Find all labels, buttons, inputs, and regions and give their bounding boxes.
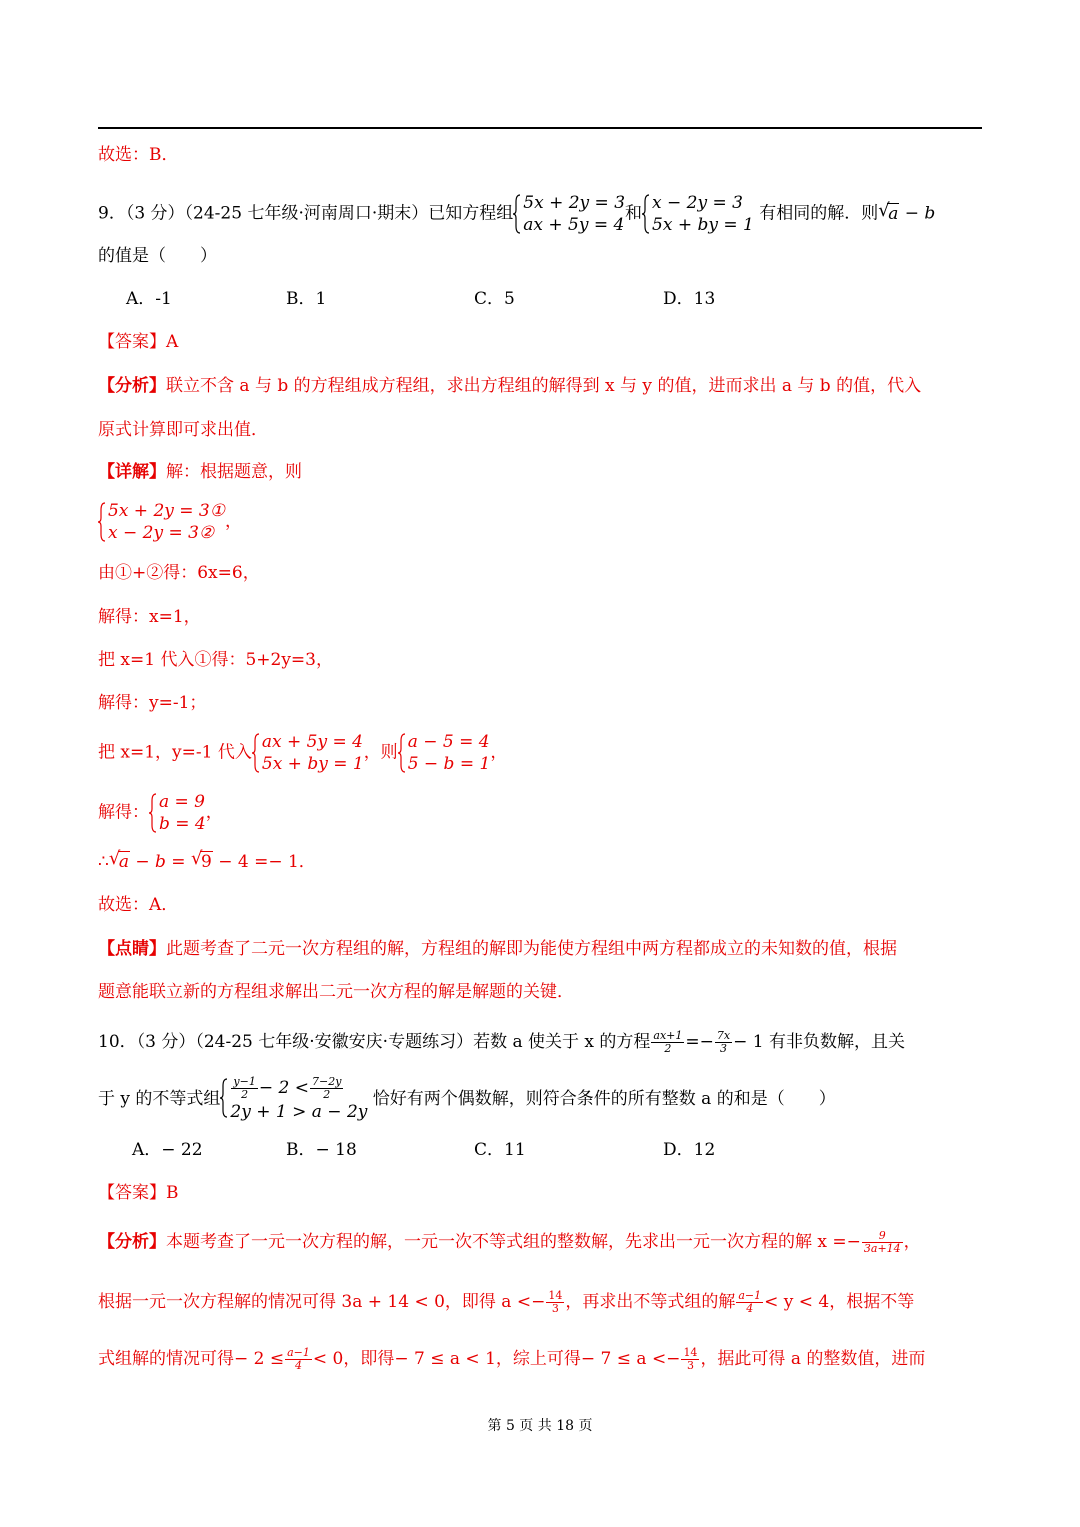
q9-step2: 解得：x=1， bbox=[98, 607, 201, 627]
q10-analysis-line1: 【分析】本题考查了一元一次方程的解，一元一次不等式组的整数解，先求出一元一次方程的解 x =− $\frac{9}{3a+14}$ ， bbox=[98, 1229, 921, 1255]
q10-stem-line1: 10．（3 分）（24-25 七年级·安徽安庆·专题练习）若数 a 使关于 x 的方程 $\frac{ax+1}{2}$ =− $\frac{7x}{3}$ − 1 有非负数解，且关 bbox=[98, 1029, 905, 1055]
q9-result: ∴ √ a − b = √ 9 − 4 =− 1． bbox=[98, 848, 316, 872]
q10-option-b: B．− 18 bbox=[286, 1140, 357, 1160]
q10-option-a: A．− 22 bbox=[132, 1140, 203, 1160]
q9-step5: 把 x=1，y=-1 代入 ax + 5y = 4 5x + by = 1 ，则 a − 5 = 4 5 − b = 1 ， bbox=[98, 732, 508, 774]
q9-option-c: C．5 bbox=[474, 289, 515, 309]
q9-prefix: 9．（3 分）（24-25 七年级·河南周口·期末）已知方程组 bbox=[98, 203, 514, 224]
q9-system-3: 5x + 2y = 3① x − 2y = 3② ， bbox=[98, 500, 242, 544]
q9-step3: 把 x=1 代入①得：5+2y=3， bbox=[98, 650, 333, 670]
q10-analysis-line3: 式组解的情况可得− 2 ≤ $\frac{a-1}{4}$ < 0，即得− 7 ≤ a < 1，综上可得− 7 ≤ a <− $\frac{14}{3}$ ，据此可得 a 的整数值，进而 bbox=[98, 1346, 926, 1372]
q9-comment-line2: 题意能联立新的方程组求解出二元一次方程的解是解题的关键． bbox=[98, 982, 574, 1002]
q9-analysis-line1: 【分析】联立不含 a 与 b 的方程组成方程组，求出方程组的解得到 x 与 y 的值，进而求出 a 与 b 的值，代入 bbox=[98, 376, 922, 396]
q9-system-1: 5x + 2y = 3 ax + 5y = 4 bbox=[513, 192, 625, 236]
q9-analysis-line2: 原式计算即可求出值． bbox=[98, 420, 268, 440]
header-rule bbox=[98, 127, 982, 129]
q9-system-2: x − 2y = 3 5x + by = 1 bbox=[642, 192, 754, 236]
q10-answer: 【答案】B bbox=[98, 1183, 179, 1203]
q9-option-a: A．-1 bbox=[126, 289, 172, 309]
q9-stem-line1: 9．（3 分）（24-25 七年级·河南周口·期末）已知方程组 5x + 2y = 3 ax + 5y = 4 和 x − 2y = 3 5x + by = 1 有相同的解．则 √ a − b bbox=[98, 193, 936, 235]
q9-detail-line: 【详解】解：根据题意，则 bbox=[98, 462, 302, 482]
q9-choice: 故选：A． bbox=[98, 895, 179, 915]
q9-comment-line1: 【点睛】此题考查了二元一次方程组的解，方程组的解即为能使方程组中两方程都成立的未知数的值，根据 bbox=[98, 939, 897, 959]
q10-option-d: D．12 bbox=[663, 1140, 716, 1160]
q9-step1: 由①+②得：6x=6， bbox=[98, 563, 260, 583]
q10-analysis-line2: 根据一元一次方程解的情况可得 3a + 14 < 0，即得 a <− $\frac{14}{3}$ ，再求出不等式组的解 $\frac{a-1}{4}$ < y < 4，根据不等 bbox=[98, 1289, 915, 1315]
sqrt-a: √ a bbox=[878, 199, 899, 224]
q9-step6: 解得： a = 9 b = 4 ， bbox=[98, 792, 223, 834]
q9-option-b: B．1 bbox=[286, 289, 327, 309]
top-choice: 故选：B． bbox=[98, 145, 179, 165]
q9-stem-line2: 的值是（ ） bbox=[98, 246, 217, 266]
q10-stem-line2: 于 y 的不等式组 $\frac{y-1}{2}$ − 2 < $\frac{7-2y}{2}$ 2y + 1 > a − 2y 恰好有两个偶数解，则符合条件的所有整数 a 的和是（ ） bbox=[98, 1075, 836, 1122]
q10-option-c: C．11 bbox=[474, 1140, 526, 1160]
q9-step4: 解得：y=-1； bbox=[98, 693, 207, 713]
page-footer: 第 5 页 共 18 页 bbox=[487, 1418, 593, 1434]
q9-option-d: D．13 bbox=[663, 289, 716, 309]
q9-answer: 【答案】A bbox=[98, 332, 179, 352]
